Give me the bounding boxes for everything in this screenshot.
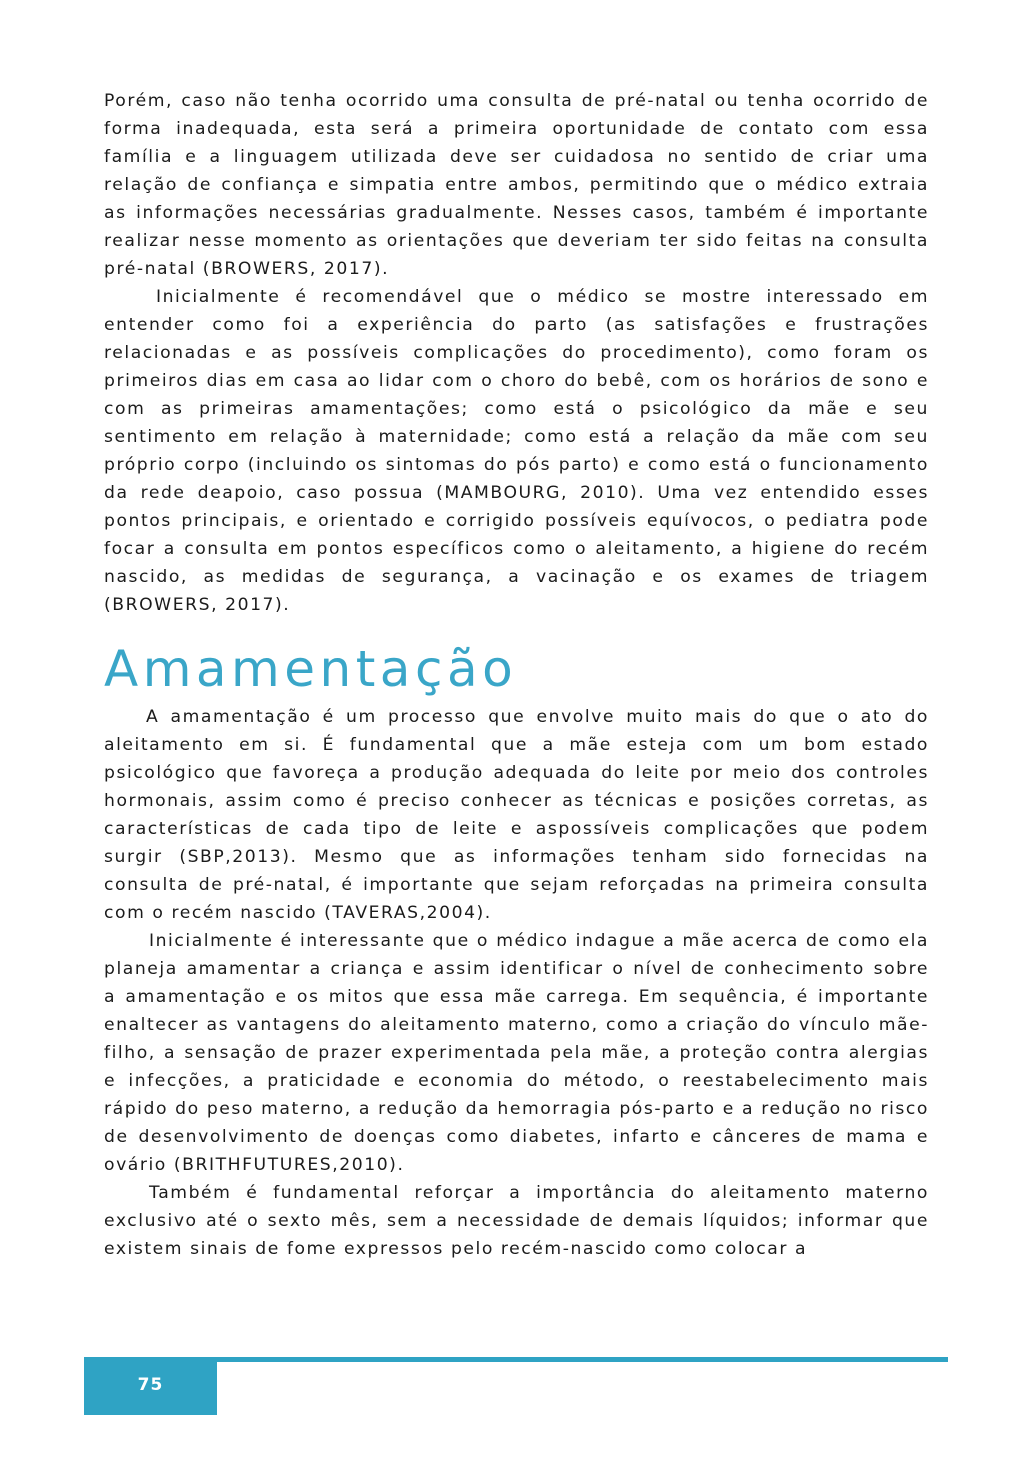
- paragraph-section-1: A amamentação é um processo que envolve muito mais do que o ato do aleitamento em si. É fundamental que a mãe esteja com um bom estado psicológico que favoreça a produção adequada do leite por meio dos controles hormonais, assim como é preciso conhecer as técnicas e posições corretas, as características de cada tipo de leite e aspossíveis complicações que podem surgir (SBP,2013). Mesmo que as informações tenham sido fornecidas na consulta de pré-natal, é importante que sejam reforçadas na primeira consulta com o recém nascido (TAVERAS,2004).: [104, 707, 929, 923]
- body-text: [104, 87, 929, 1263]
- section-heading: Amamentação: [104, 640, 518, 698]
- paragraph-intro-1: Porém, caso não tenha ocorrido uma consulta de pré-natal ou tenha ocorrido de forma inadequada, esta será a primeira oportunidade de contato com essa família e a linguagem utilizada deve ser cuidadosa no sentido de criar uma relação de confiança e simpatia entre ambos, permitindo que o médico extraia as informações necessárias gradualmente. Nesses casos, também é importante realizar nesse momento as orientações que deveriam ter sido feitas na consulta pré-natal (BROWERS, 2017).: [104, 91, 929, 279]
- page-number: 75: [137, 1375, 164, 1395]
- paragraph-intro-2: Inicialmente é recomendável que o médico se mostre interessado em entender como foi a experiência do parto (as satisfações e frustrações relacionadas e as possíveis complicações do procedimento), como foram os primeiros dias em casa ao lidar com o choro do bebê, com os horários de sono e com as primeiras amamentações; como está o psicológico da mãe e seu sentimento em relação à maternidade; como está a relação da mãe com seu próprio corpo (incluindo os sintomas do pós parto) e como está o funcionamento da rede deapoio, caso possua (MAMBOURG, 2010). Uma vez entendido esses pontos principais, e orientado e corrigido possíveis equívocos, o pediatra pode focar a consulta em pontos específicos como o aleitamento, a higiene do recém nascido, as medidas de segurança, a vacinação e os exames de triagem (BROWERS, 2017).: [104, 287, 929, 615]
- paragraph-section-3: Também é fundamental reforçar a importância do aleitamento materno exclusivo até o sexto mês, sem a necessidade de demais líquidos; informar que existem sinais de fome expressos pelo recém-nascido como colocar a: [104, 1183, 929, 1259]
- paragraph-section-2: Inicialmente é interessante que o médico indague a mãe acerca de como ela planeja amamentar a criança e assim identificar o nível de conhecimento sobre a amamentação e os mitos que essa mãe carrega. Em sequência, é importante enaltecer as vantagens do aleitamento materno, como a criação do vínculo mãe-filho, a sensação de prazer experimentada pela mãe, a proteção contra alergias e infecções, a praticidade e economia do método, o reestabelecimento mais rápido do peso materno, a redução da hemorragia pós-parto e a redução no risco de desenvolvimento de doenças como diabetes, infarto e cânceres de mama e ovário (BRITHFUTURES,2010).: [104, 931, 929, 1175]
